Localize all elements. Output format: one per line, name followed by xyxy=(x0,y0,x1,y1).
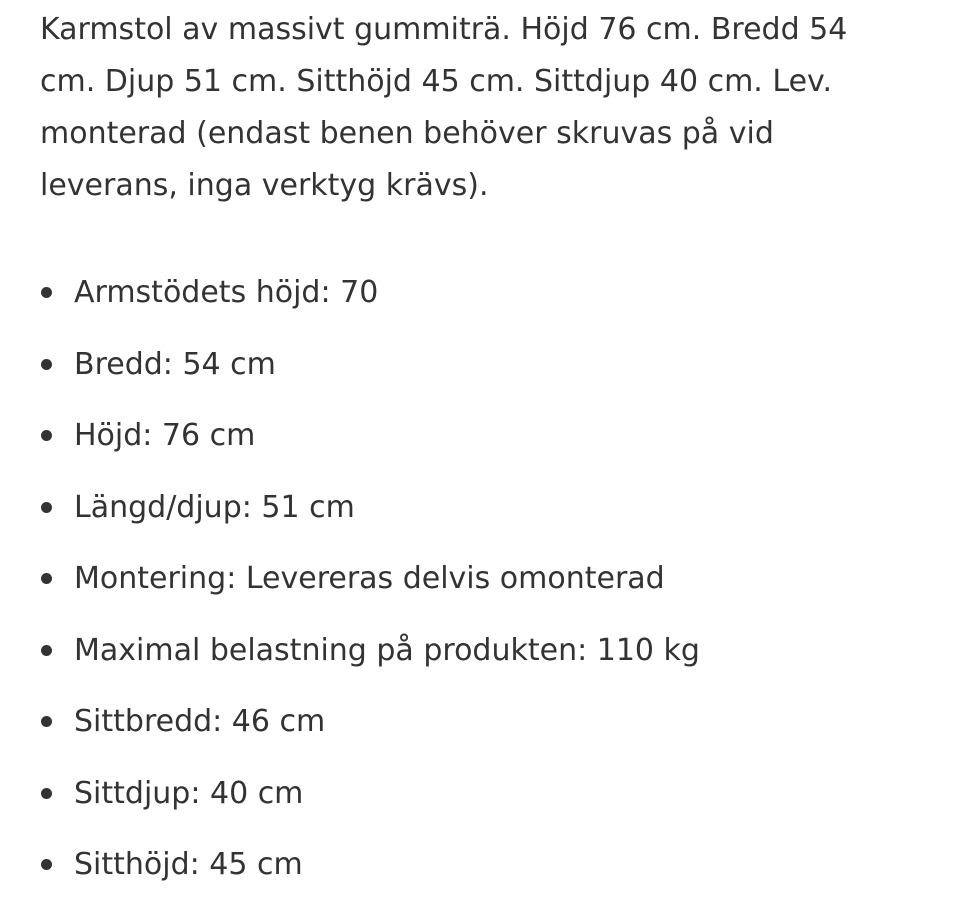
spec-item-assembly xyxy=(40,543,700,615)
spec-item-height xyxy=(40,400,700,472)
spec-item-length-depth xyxy=(40,472,700,544)
spec-text: Höjd: 76 cm xyxy=(74,418,256,453)
spec-item-seat-depth xyxy=(40,758,700,830)
spec-item-width xyxy=(40,329,700,401)
spec-item-seat-height xyxy=(40,829,700,901)
spec-text: Maximal belastning på produkten: 110 kg xyxy=(74,632,700,668)
spec-text: Montering: Levereras delvis omonterad xyxy=(74,561,665,596)
bullet-icon xyxy=(41,287,52,298)
spec-text: Sitthöjd: 45 cm xyxy=(74,847,303,882)
bullet-icon xyxy=(41,788,52,799)
spec-text: Bredd: 54 cm xyxy=(74,346,276,382)
spec-list xyxy=(40,257,700,901)
spec-item-seat-width xyxy=(40,686,700,758)
spec-text: Längd/djup: 51 cm xyxy=(74,489,355,525)
product-details xyxy=(40,0,920,882)
spec-text: Sittbredd: 46 cm xyxy=(74,704,326,739)
bullet-icon xyxy=(41,859,52,870)
bullet-icon xyxy=(41,430,52,441)
bullet-icon xyxy=(41,502,52,513)
bullet-icon xyxy=(41,573,52,584)
bullet-icon xyxy=(41,645,52,656)
spec-text: Sittdjup: 40 cm xyxy=(74,775,304,811)
spec-item-max-load xyxy=(40,615,700,687)
product-description: Karmstol av massivt gummiträ. Höjd 76 cm. Bredd 54 cm. Djup 51 cm. Sitthöjd 45 cm. Sittdjup 40 cm. Lev. monterad (endast benen behöver skruvas på vid leverans, inga verktyg krävs). xyxy=(40,12,848,203)
bullet-icon xyxy=(41,359,52,370)
spec-text: Armstödets höjd: 70 xyxy=(74,275,379,310)
spec-item-armrest-height xyxy=(40,257,700,329)
bullet-icon xyxy=(41,716,52,727)
